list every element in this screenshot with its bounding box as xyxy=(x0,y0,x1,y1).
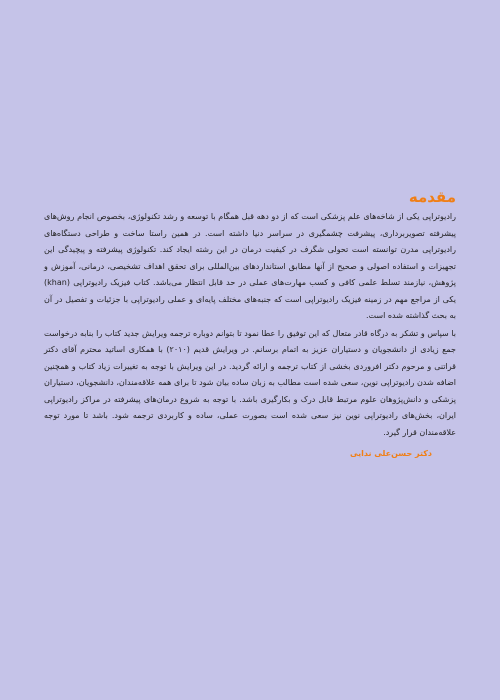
section-heading: مقدمه xyxy=(408,188,456,206)
author-signature: دکتر حسن‌علی ندایی xyxy=(350,449,432,458)
preface-section xyxy=(44,188,456,458)
paragraph-acknowledgement: با سپاس و تشکر به درگاه قادر متعال که این توفیق را عطا نمود تا بتوانم دوباره ترجمه ویرایش جدید کتاب را بنابه درخواست جمع زیادی از دانشجویان و دستیاران عزیز به اتمام برسانم. در ویرایش قدیم (۲۰۱۰) با همکاری اساتید محترم آقای دکتر قراتنی و مرحوم دکتر افروردی بخشی از کتاب ترجمه و ارائه گردید. در این ویرایش با توجه به تغییرات زیاد کتاب و همچنین اضافه شدن رادیوتراپی نوین، سعی شده است مطالب به زبان ساده بیان شود تا برای همه علاقه‌مندان، دانشجویان، دستیاران پزشکی و دانش‌پژوهان علوم مرتبط قابل درک و بکارگیری باشد. با توجه به شروع درمان‌های پیشرفته در مراکز رادیوتراپی ایران، بخش‌های رادیوتراپی نوین نیز سعی شده است بصورت عملی، ساده و کاربردی ترجمه شود. باشد تا مورد توجه علاقه‌مندان قرار گیرد. xyxy=(44,328,456,437)
paragraph-intro: رادیوتراپی یکی از شاخه‌های علم پزشکی است که از دو دهه قبل همگام با توسعه و رشد تکنولوژی، بخصوص انجام روش‌های پیشرفته تصویربرداری، پیشرفت چشمگیری در سراسر دنیا داشته است. در همین راستا ساخت و طراحی دستگاه‌های رادیوتراپی مدرن توانسته است تحولی شگرف در کیفیت درمان در این رشته ایجاد کند. تکنولوژی پیشرفته و پیچیدگی این تجهیزات و استفاده اصولی و صحیح از آنها مطابق استانداردهای بین‌المللی برای تحقق اهداف تشخیصی، درمانی، آموزش و پژوهش، نیازمند تسلط علمی کافی و کسب مهارت‌های عملی در حد قابل انتظار می‌باشد. کتاب فیزیک رادیوتراپی (khan) یکی از مراجع مهم در زمینه فیزیک رادیوتراپی است که جنبه‌های مختلف پایه‌ای و عملی رادیوتراپی با جزئیات و تفصیل در آن به بحث گذاشته شده است. xyxy=(44,212,456,320)
